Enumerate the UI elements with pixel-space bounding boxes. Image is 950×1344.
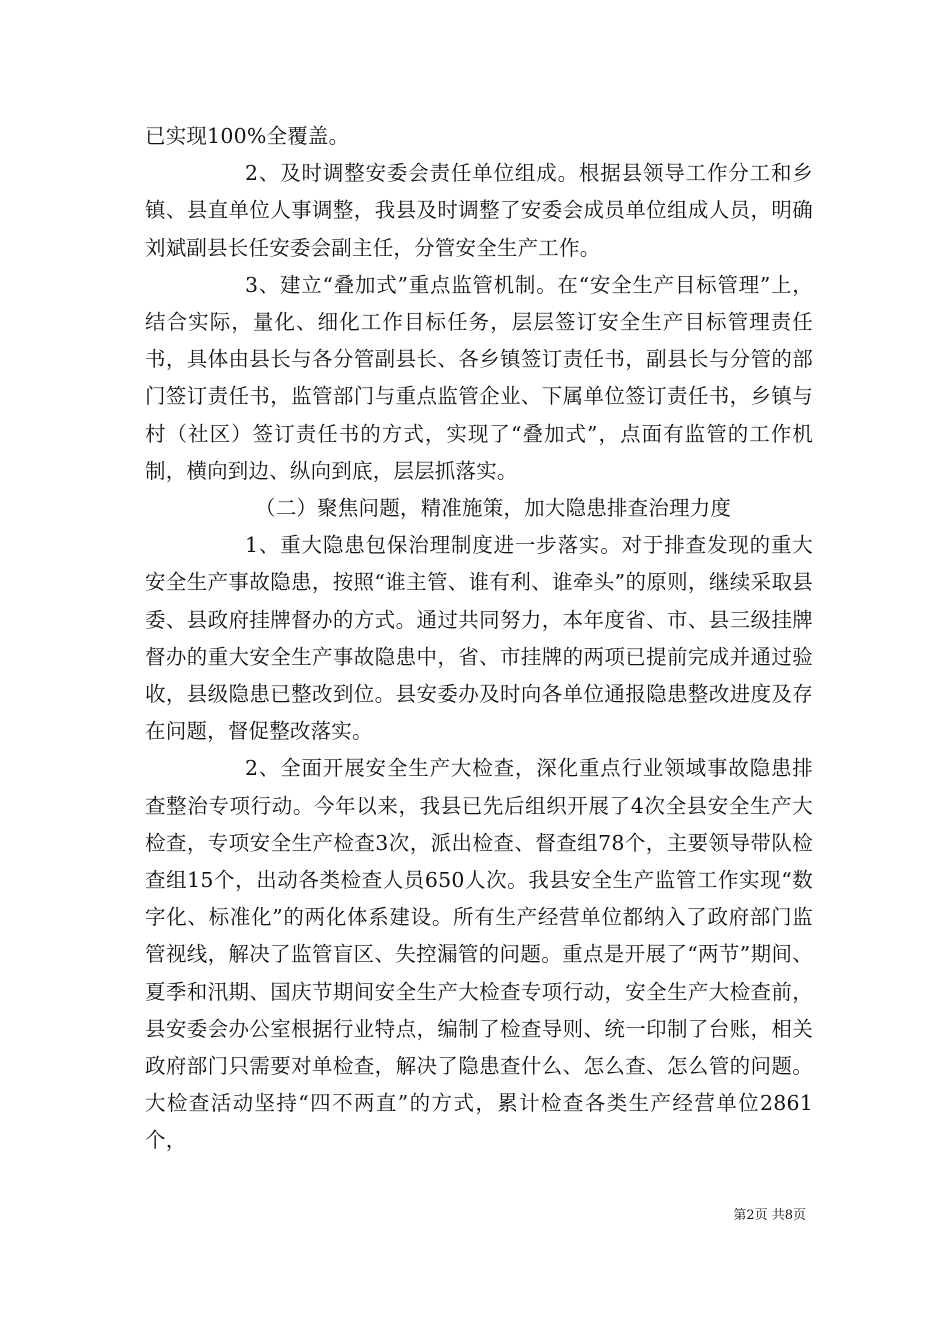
paragraph-item-1-major-hazards: 1、重大隐患包保治理制度进一步落实。对于排查发现的重大安全生产事故隐患，按照“谁主管、谁有利、谁牵头”的原则，继续采取县委、县政府挂牌督办的方式。通过共同努力，本年度省、市、县三级挂牌督办的重大安全生产事故隐患中，省、市挂牌的两项已提前完成并通过验收，县级隐患已整改到位。县安委办及时向各单位通报隐患整改进度及存在问题，督促整改落实。 [145,533,813,744]
paragraph-continuation: 已实现100%全覆盖。 [145,124,350,148]
section-heading-two: （二）聚焦问题，精准施策，加大隐患排查治理力度 [255,496,732,521]
paragraph-item-2-safety-inspection: 2、全面开展安全生产大检查，深化重点行业领域事故隐患排查整治专项行动。今年以来，我县已先后组织开展了4次全县安全生产大检查，专项安全生产检查3次，派出检查、督查组78个，主要领导带队检查组15个，出动各类检查人员650人次。我县安全生产监管工作实现“数字化、标准化”的两化体系建设。所有生产经营单位都纳入了政府部门监管视线，解决了监管盲区、失控漏管的问题。重点是开展了“两节”期间、夏季和汛期、国庆节期间安全生产大检查专项行动，安全生产大检查前，县安委会办公室根据行业特点，编制了检查导则、统一印制了台账，相关政府部门只需要对单检查，解决了隐患查什么、怎么查、怎么管的问题。大检查活动坚持“四不两直”的方式，累计检查各类生产经营单位2861个， [145,756,813,1153]
document-body [145,118,813,1160]
paragraph-item-3-overlay-supervision: 3、建立“叠加式”重点监管机制。在“安全生产目标管理”上，结合实际，量化、细化工作目标任务，层层签订安全生产目标管理责任书，具体由县长与各分管副县长、各乡镇签订责任书，副县长与分管的部门签订责任书，监管部门与重点监管企业、下属单位签订责任书，乡镇与村（社区）签订责任书的方式，实现了“叠加式”，点面有监管的工作机制，横向到边、纵向到底，层层抓落实。 [145,272,813,483]
page-number-footer: 第2页 共8页 [733,1208,806,1223]
paragraph-item-2-adjust-committee: 2、及时调整安委会责任单位组成。根据县领导工作分工和乡镇、县直单位人事调整，我县及时调整了安委会成员单位组成人员，明确刘斌副县长任安委会副主任，分管安全生产工作。 [145,161,813,260]
